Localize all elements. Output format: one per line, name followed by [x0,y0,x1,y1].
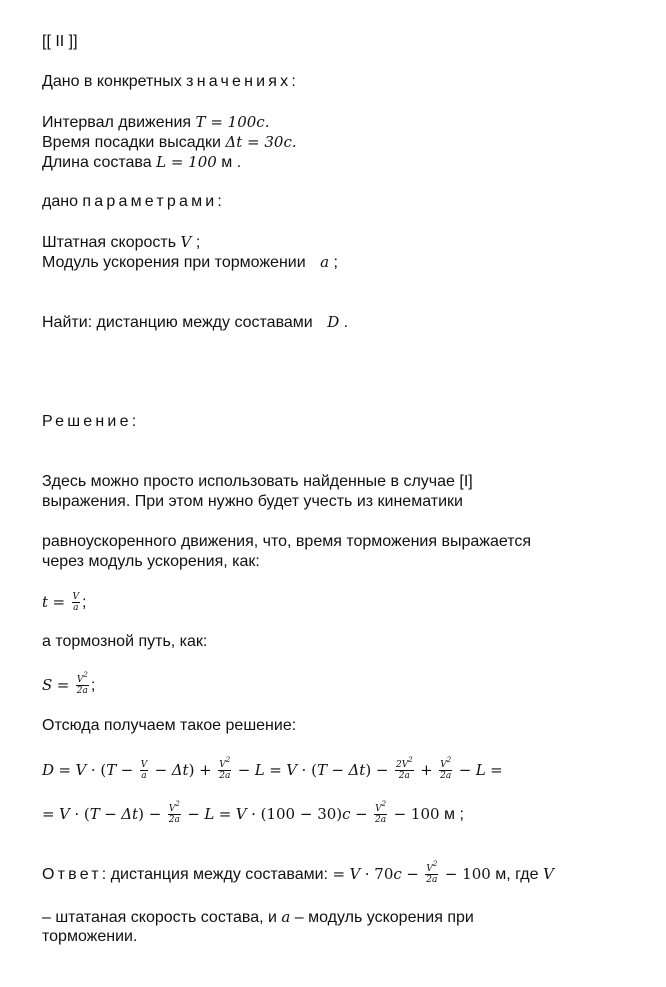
stop-time-formula: Δt = 30c. [225,133,297,151]
section-header: [[ II ]] [42,33,78,50]
param-acceleration: Модуль ускорения при торможении a ; [42,253,338,271]
brake-path-formula: S = $\frac{V^2}{2a}$ ; [42,671,96,697]
solution-formula-1: D = V · (T − $\frac{V}{a}$ − Δt) + $\frac{V^2}{2a}$ − L = V · (T − Δt) − $\frac{2V^2}{2a}$ + $\frac{V^2}{2a}$ − L = [42,756,503,782]
answer-explanation-cont: торможении. [42,928,138,945]
given-title: Дано в конкретных значениях: [42,73,296,90]
answer-explanation: – штатаная скорость состава, и a – модуль ускорения при [42,908,474,926]
solution-para-1-cont: выражения. При этом нужно будет учесть из кинематики [42,493,463,510]
solution-para-1: Здесь можно просто использовать найденные в случае [I] [42,473,473,490]
length-formula: L = 100 [156,153,217,171]
solution-para-2-cont: через модуль ускорения, как: [42,553,260,570]
time-formula: t = $\frac{V}{a}$ ; [42,592,87,614]
solution-para-2: равноускоренного движения, что, время торможения выражается [42,533,532,550]
given-length: Длина состава L = 100 м . [42,153,242,171]
given-stop-time: Время посадки высадки Δt = 30c. [42,133,297,151]
hence-text: Отсюда получаем такое решение: [42,717,297,734]
solution-title: Решение: [42,413,137,430]
answer-line: Ответ: дистанция между составами: = V · 70c − $\frac{V^2}{2a}$ − 100 м, где V [42,860,554,886]
param-speed: Штатная скорость V ; [42,233,201,251]
given-interval: Интервал движения T = 100c. [42,113,270,131]
brake-path-text: а тормозной путь, как: [42,633,208,650]
solution-formula-2: = V · (T − Δt) − $\frac{V^2}{2a}$ − L = V · (100 − 30)c − $\frac{V^2}{2a}$ − 100 м ; [42,800,464,826]
interval-formula: T = 100c. [195,113,270,131]
find-line: Найти: дистанцию между составами D . [42,313,349,331]
params-title: дано параметрами: [42,193,222,210]
